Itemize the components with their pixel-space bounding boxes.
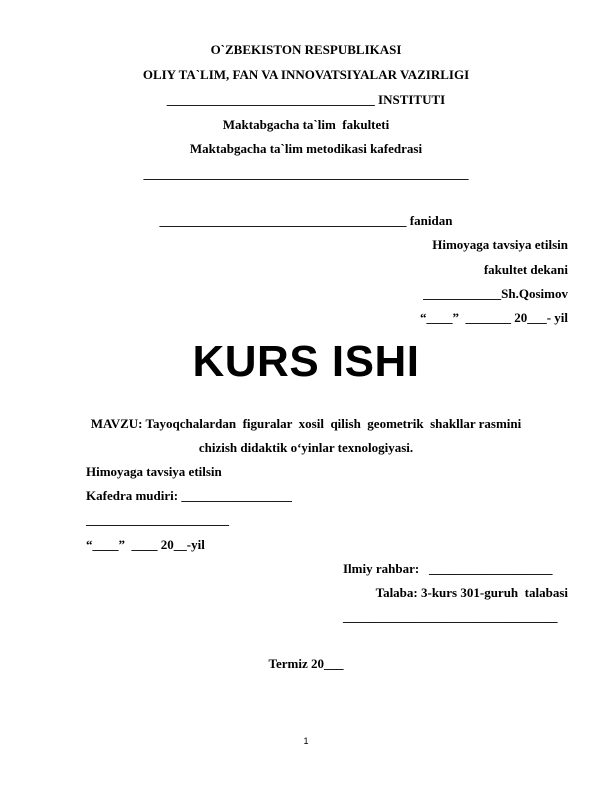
subject-line: ______________________________________ fanidan bbox=[159, 213, 453, 228]
topic-line-1: MAVZU: Tayoqchalardan figuralar xosil qilish geometrik shakllar rasmini bbox=[90, 416, 522, 431]
chair-head: Kafedra mudiri: _________________ bbox=[86, 488, 292, 503]
topic-line-2: chizish didaktik o‘yinlar texnologiyasi. bbox=[198, 440, 414, 455]
page-number: 1 bbox=[303, 736, 309, 746]
student-name-line: _________________________________ bbox=[343, 609, 558, 624]
city-year: Termiz 20___ bbox=[268, 656, 344, 671]
department-heading: Maktabgacha ta`lim metodikasi kafedrasi bbox=[189, 141, 423, 156]
chair-recommend: Himoyaga tavsiya etilsin bbox=[86, 464, 222, 479]
ministry-heading: OLIY TA`LIM, FAN VA INNOVATSIYALAR VAZIRLIGI bbox=[142, 67, 470, 82]
chair-signature: ______________________ bbox=[86, 512, 229, 527]
dean-signature: ____________Sh.Qosimov bbox=[423, 286, 568, 301]
advisor-line: Ilmiy rahbar: ___________________ bbox=[343, 561, 553, 576]
header-rule: __________________________________________________ bbox=[143, 166, 469, 181]
faculty-heading: Maktabgacha ta`lim fakulteti bbox=[222, 117, 390, 132]
document-title: KURS ISHI bbox=[192, 337, 420, 386]
student-line: Talaba: 3-kurs 301-guruh talabasi bbox=[375, 585, 568, 600]
chair-date: “____” ____ 20__-yil bbox=[86, 537, 205, 552]
republic-heading: O`ZBEKISTON RESPUBLIKASI bbox=[210, 42, 402, 57]
approval-date: “____” _______ 20___- yil bbox=[419, 310, 568, 325]
dean-title: fakultet dekani bbox=[483, 262, 568, 277]
institute-heading: ________________________________ INSTITUTI bbox=[166, 92, 446, 107]
approval-recommend: Himoyaga tavsiya etilsin bbox=[432, 237, 568, 252]
